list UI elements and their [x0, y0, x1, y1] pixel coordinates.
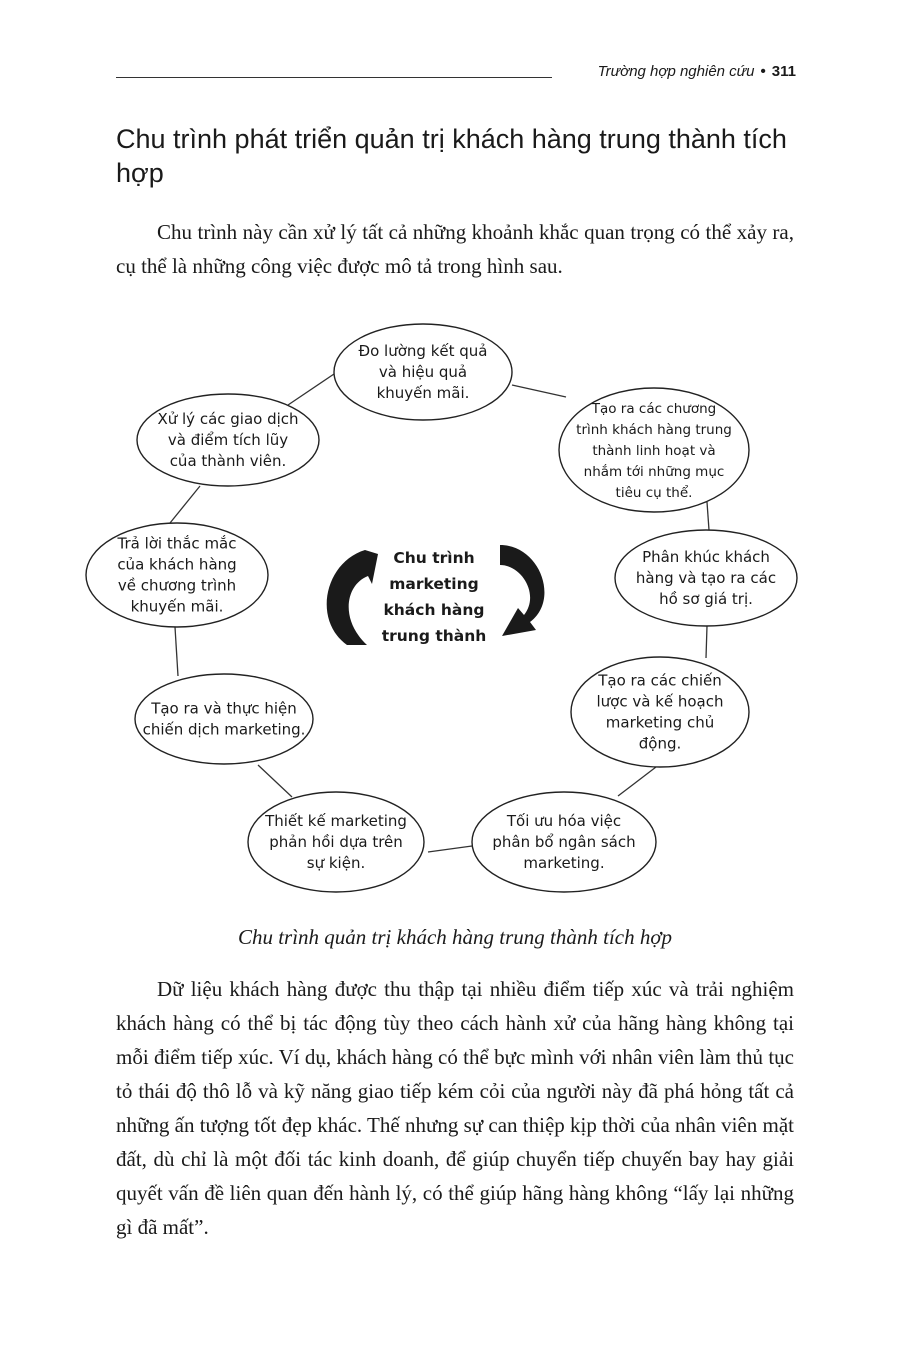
center-label-line: trung thành — [381, 627, 487, 645]
cycle-node-label: và điểm tích lũy — [167, 431, 289, 449]
cycle-node — [135, 674, 313, 764]
cycle-node-label: Tạo ra và thực hiện — [151, 699, 297, 718]
running-header — [560, 63, 796, 80]
header-rule — [116, 77, 552, 78]
cycle-node-label: Đo lường kết quả — [358, 342, 488, 360]
cycle-node-label: hàng và tạo ra các — [635, 569, 777, 587]
cycle-node-label: Trả lời thắc mắc — [117, 534, 237, 553]
cycle-node-label: sự kiện. — [306, 854, 366, 872]
cycle-node-label: của khách hàng — [117, 555, 237, 574]
cycle-connector — [512, 385, 566, 397]
cycle-connector — [258, 765, 292, 797]
cycle-connector — [618, 767, 656, 796]
cycle-connector — [706, 626, 707, 658]
cycle-node-label: Tạo ra các chiến — [598, 671, 722, 690]
cycle-node — [137, 394, 319, 486]
running-title: Trường hợp nghiên cứu — [597, 63, 755, 80]
cycle-node-label: Phân khúc khách — [642, 548, 770, 566]
cycle-node-label: nhắm tới những mục — [583, 464, 725, 480]
cycle-connector — [170, 486, 200, 523]
cycle-arrow-right-icon — [500, 545, 544, 636]
cycle-node-label: hồ sơ giá trị. — [659, 590, 753, 608]
cycle-node-label: về chương trình — [117, 576, 237, 595]
cycle-node-label: phản hồi dựa trên — [269, 833, 403, 851]
cycle-node-ellipse — [135, 674, 313, 764]
cycle-node-label: lược và kế hoạch — [596, 692, 724, 711]
cycle-node-label: chiến dịch marketing. — [142, 720, 306, 739]
cycle-node-label: và hiệu quả — [378, 363, 468, 381]
cycle-node-label: của thành viên. — [169, 452, 287, 470]
intro-paragraph: Chu trình này cần xử lý tất cả những khoảnh khắc quan trọng có thể xảy ra, cụ thể là những công việc được mô tả trong hình sau. — [116, 220, 794, 278]
cycle-node-label: tiêu cụ thể. — [615, 485, 693, 501]
center-label-line: marketing — [389, 575, 479, 593]
cycle-node-label: Thiết kế marketing — [265, 812, 407, 830]
cycle-arrow-left-icon — [327, 550, 378, 645]
cycle-node — [248, 792, 424, 892]
cycle-connector — [707, 502, 709, 530]
cycle-node — [559, 388, 749, 512]
figure-caption: Chu trình quản trị khách hàng trung thành tích hợp — [237, 925, 673, 949]
cycle-node-label: phân bổ ngân sách — [492, 833, 636, 851]
cycle-node-label: động. — [638, 734, 682, 753]
header-bullet: • — [760, 63, 766, 80]
cycle-node-label: Xử lý các giao dịch — [157, 410, 299, 428]
body-paragraph: Dữ liệu khách hàng được thu thập tại nhiều điểm tiếp xúc và trải nghiệm khách hàng có thể bị tác động tùy theo cách hành xử của hãng hàng không tại mỗi điểm tiếp xúc. Ví dụ, khách hàng có thể bực mình với nhân viên làm thủ tục tỏ thái độ thô lỗ và kỹ năng giao tiếp kém cỏi của người này đã phá hỏng tất cả những ấn tượng tốt đẹp khác. Thế nhưng sự can thiệp kịp thời của nhân viên mặt đất, dù chỉ là một đối tác kinh doanh, để giúp chuyển tiếp chuyến bay hay giải quyết vấn đề liên quan đến hành lý, có thể giúp hãng hàng không “lấy lại những gì đã mất”. — [116, 977, 794, 1239]
cycle-node — [615, 530, 797, 626]
cycle-connector — [288, 374, 334, 405]
center-label — [382, 549, 487, 645]
cycle-connector — [175, 627, 178, 676]
cycle-node-label: khuyến mãi. — [130, 597, 224, 616]
cycle-node-label: marketing chủ — [605, 713, 715, 732]
cycle-node — [571, 657, 749, 767]
center-label-line: Chu trình — [393, 549, 475, 567]
cycle-node-label: Tạo ra các chương — [591, 401, 717, 417]
cycle-node — [334, 324, 512, 420]
cycle-node-label: trình khách hàng trung — [576, 422, 732, 438]
cycle-node — [86, 523, 268, 627]
cycle-connector — [428, 846, 472, 852]
cycle-node-label: thành linh hoạt và — [592, 443, 716, 459]
cycle-node-label: Tối ưu hóa việc — [506, 812, 622, 830]
cycle-node-label: khuyến mãi. — [376, 384, 470, 402]
page-number: 311 — [771, 63, 796, 80]
center-label-line: khách hàng — [383, 601, 485, 619]
cycle-node — [472, 792, 656, 892]
loyalty-cycle-diagram — [0, 300, 910, 910]
section-title: Chu trình phát triển quản trị khách hàng trung thành tích hợp — [116, 124, 787, 188]
cycle-node-label: marketing. — [523, 854, 605, 872]
